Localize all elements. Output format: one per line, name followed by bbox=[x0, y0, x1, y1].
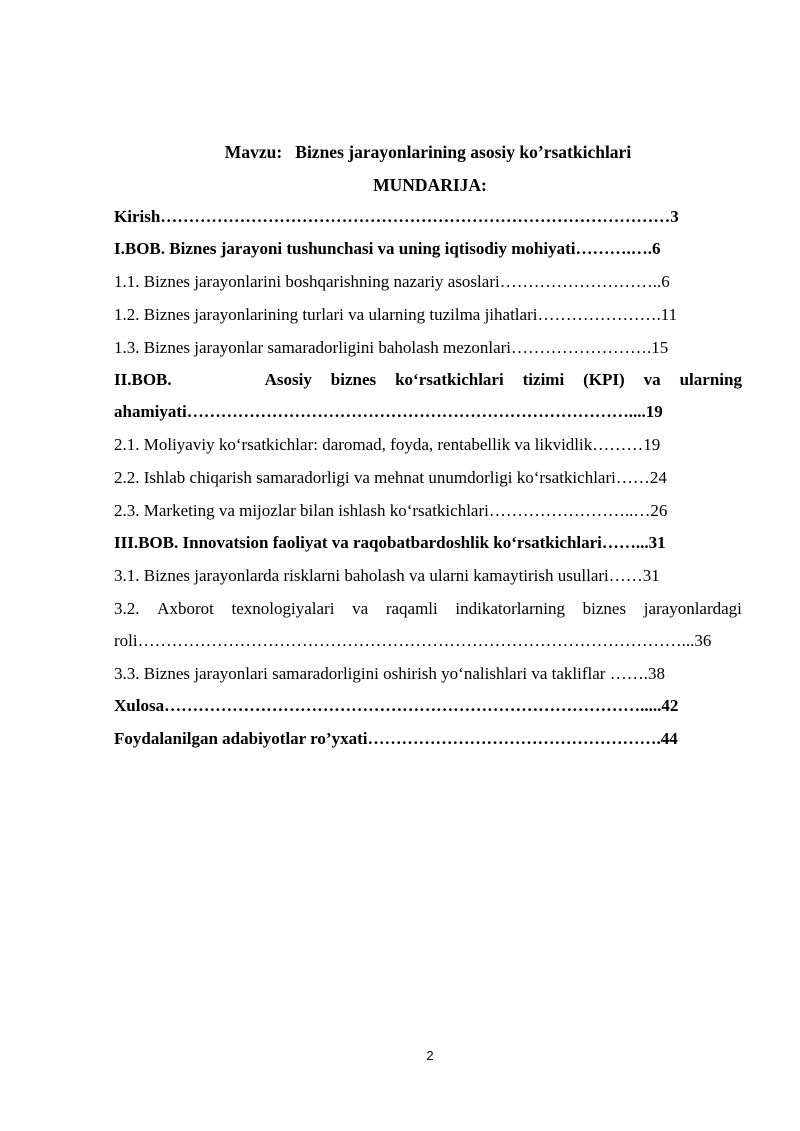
toc-word: va bbox=[643, 370, 661, 389]
toc-word: jarayonlardagi bbox=[643, 599, 742, 618]
toc-entry-2-1: 2.1. Moliyaviy ko‘rsatkichlar: daromad, foyda, rentabellik va likvidlik………19 bbox=[114, 435, 661, 454]
toc-word: va bbox=[352, 599, 369, 618]
toc-entry-chapter-2 bbox=[114, 368, 742, 392]
toc-entry-xulosa: Xulosa………………………………………………………………………….....42 bbox=[114, 696, 679, 715]
page-number: 2 bbox=[426, 1048, 434, 1063]
toc-entry-3-2-continued: roli……………………………………………………………………………………...36 bbox=[114, 631, 712, 650]
toc-entry-chapter-3: III.BOB. Innovatsion faoliyat va raqobatbardoshlik ko‘rsatkichlari……...31 bbox=[114, 533, 666, 552]
toc-entry-2-2: 2.2. Ishlab chiqarish samaradorligi va mehnat unumdorligi ko‘rsatkichlari……24 bbox=[114, 468, 667, 487]
toc-word: ko‘rsatkichlari bbox=[395, 370, 504, 389]
toc-word: 3.2. bbox=[114, 599, 140, 618]
toc-word: biznes bbox=[582, 599, 627, 618]
toc-entry-bibliography: Foydalanilgan adabiyotlar ro’yxati…………………………………………….44 bbox=[114, 729, 678, 748]
toc-heading: MUNDARIJA: bbox=[373, 175, 487, 195]
toc-entry-3-1: 3.1. Biznes jarayonlarda risklarni baholash va ularni kamaytirish usullari……31 bbox=[114, 566, 660, 585]
toc-word: Axborot bbox=[157, 599, 214, 618]
toc-entry-1-2: 1.2. Biznes jarayonlarining turlari va ularning tuzilma jihatlari………………….11 bbox=[114, 305, 678, 324]
toc-entry-2-3: 2.3. Marketing va mijozlar bilan ishlash ko‘rsatkichlari……………………..…26 bbox=[114, 501, 668, 520]
toc-entry-kirish: Kirish………………………………………………………………………………3 bbox=[114, 207, 679, 226]
toc-word: II.BOB. bbox=[114, 370, 172, 389]
toc-word: Asosiy bbox=[264, 370, 312, 389]
toc-entry-chapter-1: I.BOB. Biznes jarayoni tushunchasi va uning iqtisodiy mohiyati……….….6 bbox=[114, 239, 661, 258]
toc-word: tizimi bbox=[522, 370, 565, 389]
toc-word: (KPI) bbox=[583, 370, 625, 389]
toc-entry-chapter-2-continued: ahamiyati……………………………………………………………………....19 bbox=[114, 402, 663, 421]
toc-word: raqamli bbox=[385, 599, 438, 618]
toc-entry-3-2 bbox=[114, 597, 742, 621]
toc-word: ularning bbox=[679, 370, 742, 389]
toc-entry-3-3: 3.3. Biznes jarayonlari samaradorligini oshirish yo‘nalishlari va takliflar …….38 bbox=[114, 664, 665, 683]
toc-word: biznes bbox=[330, 370, 377, 389]
toc-word: indikatorlarning bbox=[455, 599, 565, 618]
document-topic: Mavzu: Biznes jarayonlarining asosiy ko’rsatkichlari bbox=[224, 142, 632, 162]
toc-entry-1-3: 1.3. Biznes jarayonlar samaradorligini baholash mezonlari…………………….15 bbox=[114, 338, 669, 357]
toc-word: texnologiyalari bbox=[231, 599, 335, 618]
toc-entry-1-1: 1.1. Biznes jarayonlarini boshqarishning nazariy asoslari………………………..6 bbox=[114, 272, 670, 291]
